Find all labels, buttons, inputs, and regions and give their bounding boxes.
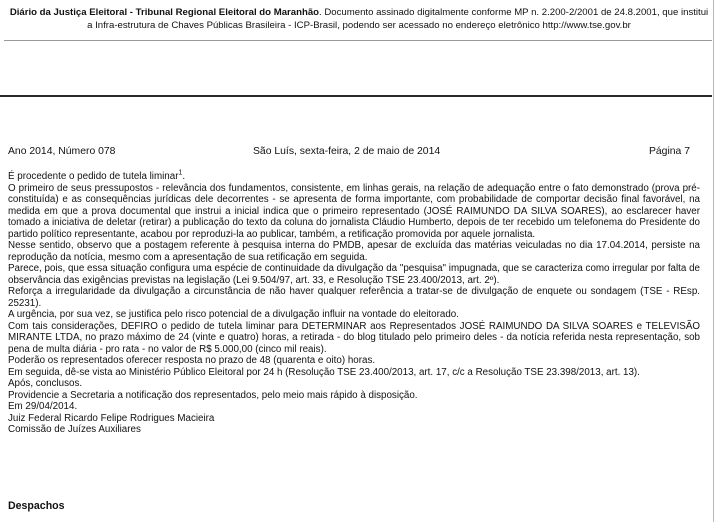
paragraph-data: Em 29/04/2014. — [8, 401, 78, 412]
paragraph-resposta: Poderão os representados oferecer resposta no prazo de 48 (quarenta e oito) horas. — [8, 355, 376, 366]
page-edge — [713, 0, 714, 522]
judge-name: Juiz Federal Ricardo Felipe Rodrigues Macieira — [8, 412, 215, 424]
paragraph-irregularidade: Reforça a irregularidade da divulgação a circunstância de não haver qualquer referência a tratar-se de divulgação de enquete ou sondagem (TSE - REsp. 25231). — [8, 286, 700, 309]
issue-date: São Luís, sexta-feira, 2 de maio de 2014 — [253, 146, 441, 157]
publication-name: Diário da Justiça Eleitoral - Tribunal Regional Eleitoral do Maranhão — [9, 7, 320, 18]
commission-name: Comissão de Juízes Auxiliares — [8, 424, 141, 435]
page-number: Página 7 — [648, 146, 690, 157]
paragraph-urgencia: A urgência, por sua vez, se justifica pelo risco potencial de a divulgação influir na vontade do eleitorado. — [8, 309, 459, 320]
section-title: Despachos — [8, 500, 65, 512]
page-divider — [0, 95, 712, 97]
paragraph-ministerio-publico: Em seguida, dê-se vista ao Ministério Público Eleitoral por 24 h (Resolução TSE 23.400/2013, art. 17, c/c a Resolução TSE 23.398/2013, art. 13). — [8, 366, 640, 378]
paragraph-conclusos: Após, conclusos. — [8, 378, 83, 389]
paragraph-notificacao: Providencie a Secretaria a notificação dos representados, pelo meio mais rápido à disposição. — [8, 389, 418, 401]
footnote-marker: 1 — [178, 169, 183, 177]
paragraph-text: É procedente o pedido de tutela liminar — [8, 171, 179, 182]
decision-text — [8, 171, 700, 436]
paragraph-pesquisa-pmdb: Nesse sentido, observo que a postagem referente à pesquisa interna do PMDB, apesar de excluída das matérias veiculadas no dia 17.04.2014, persiste na reprodução da notícia, mesmo com a apresentação de sua retificação em seguida. — [8, 240, 700, 263]
issue-number: Ano 2014, Número 078 — [8, 146, 116, 157]
paragraph-defiro: Com tais considerações, DEFIRO o pedido de tutela liminar para DETERMINAR aos Representados JOSÉ RAIMUNDO DA SILVA SOARES e TELEVISÃO MIRANTE LTDA, no prazo máximo de 24 (vinte e quatro) horas, a retirada - do blog titulado pelo primeiro deles - da notícia referida nesta representação, sob pena de multa diária - pro rata - no valor de R$ 5.000,00 (cinco mil reais). — [8, 320, 700, 355]
paragraph-end: . — [182, 171, 186, 182]
paragraph-continuidade: Parece, pois, que essa situação configura uma espécie de continuidade da divulgação da "pesquisa" impugnada, que se caracteriza como irregular por falta de observância das exigências previstas na legislação (Lei 9.504/97, art. 33, e Resolução TSE 23.400/2013, art. 2º). — [8, 263, 700, 286]
signature-notice: . Documento assinado digitalmente conforme MP n. 2.200-2/2001 de 24.8.2001, que institui — [319, 7, 709, 18]
header-divider — [4, 40, 712, 41]
publication-header — [6, 6, 712, 32]
paragraph-pressupostos: O primeiro de seus pressupostos - relevância dos fundamentos, consistente, em linhas gerais, na relação de adequação entre o fato demonstrado (prova pré-constituída) e as consequências jurídicas dele decorrentes - se apresenta de forma importante, com probabilidade de comportar decisão final favorável, na medida em que a prova documental que instrui a inicial indica que o primeiro representado (JOSÉ RAIMUNDO DA SILVA SOARES), ao esclarecer haver tomado a iniciativa de deletar (retirar) a publicação do texto da coluna do jornalista Cláudio Humberto, depois de ter recebido um telefonema do Presidente do partido político representante, acabou por reproduzi-la ao publicar, também, a retificação promovida por aquele jornalista. — [8, 182, 700, 240]
paragraph-procedente — [8, 171, 700, 183]
header-line-2: a Infra-estrutura de Chaves Públicas Brasileira - ICP-Brasil, podendo ser acessado no endereço eletrônico http://www.tse.gov.br — [87, 20, 631, 31]
header-line-1 — [6, 6, 712, 19]
